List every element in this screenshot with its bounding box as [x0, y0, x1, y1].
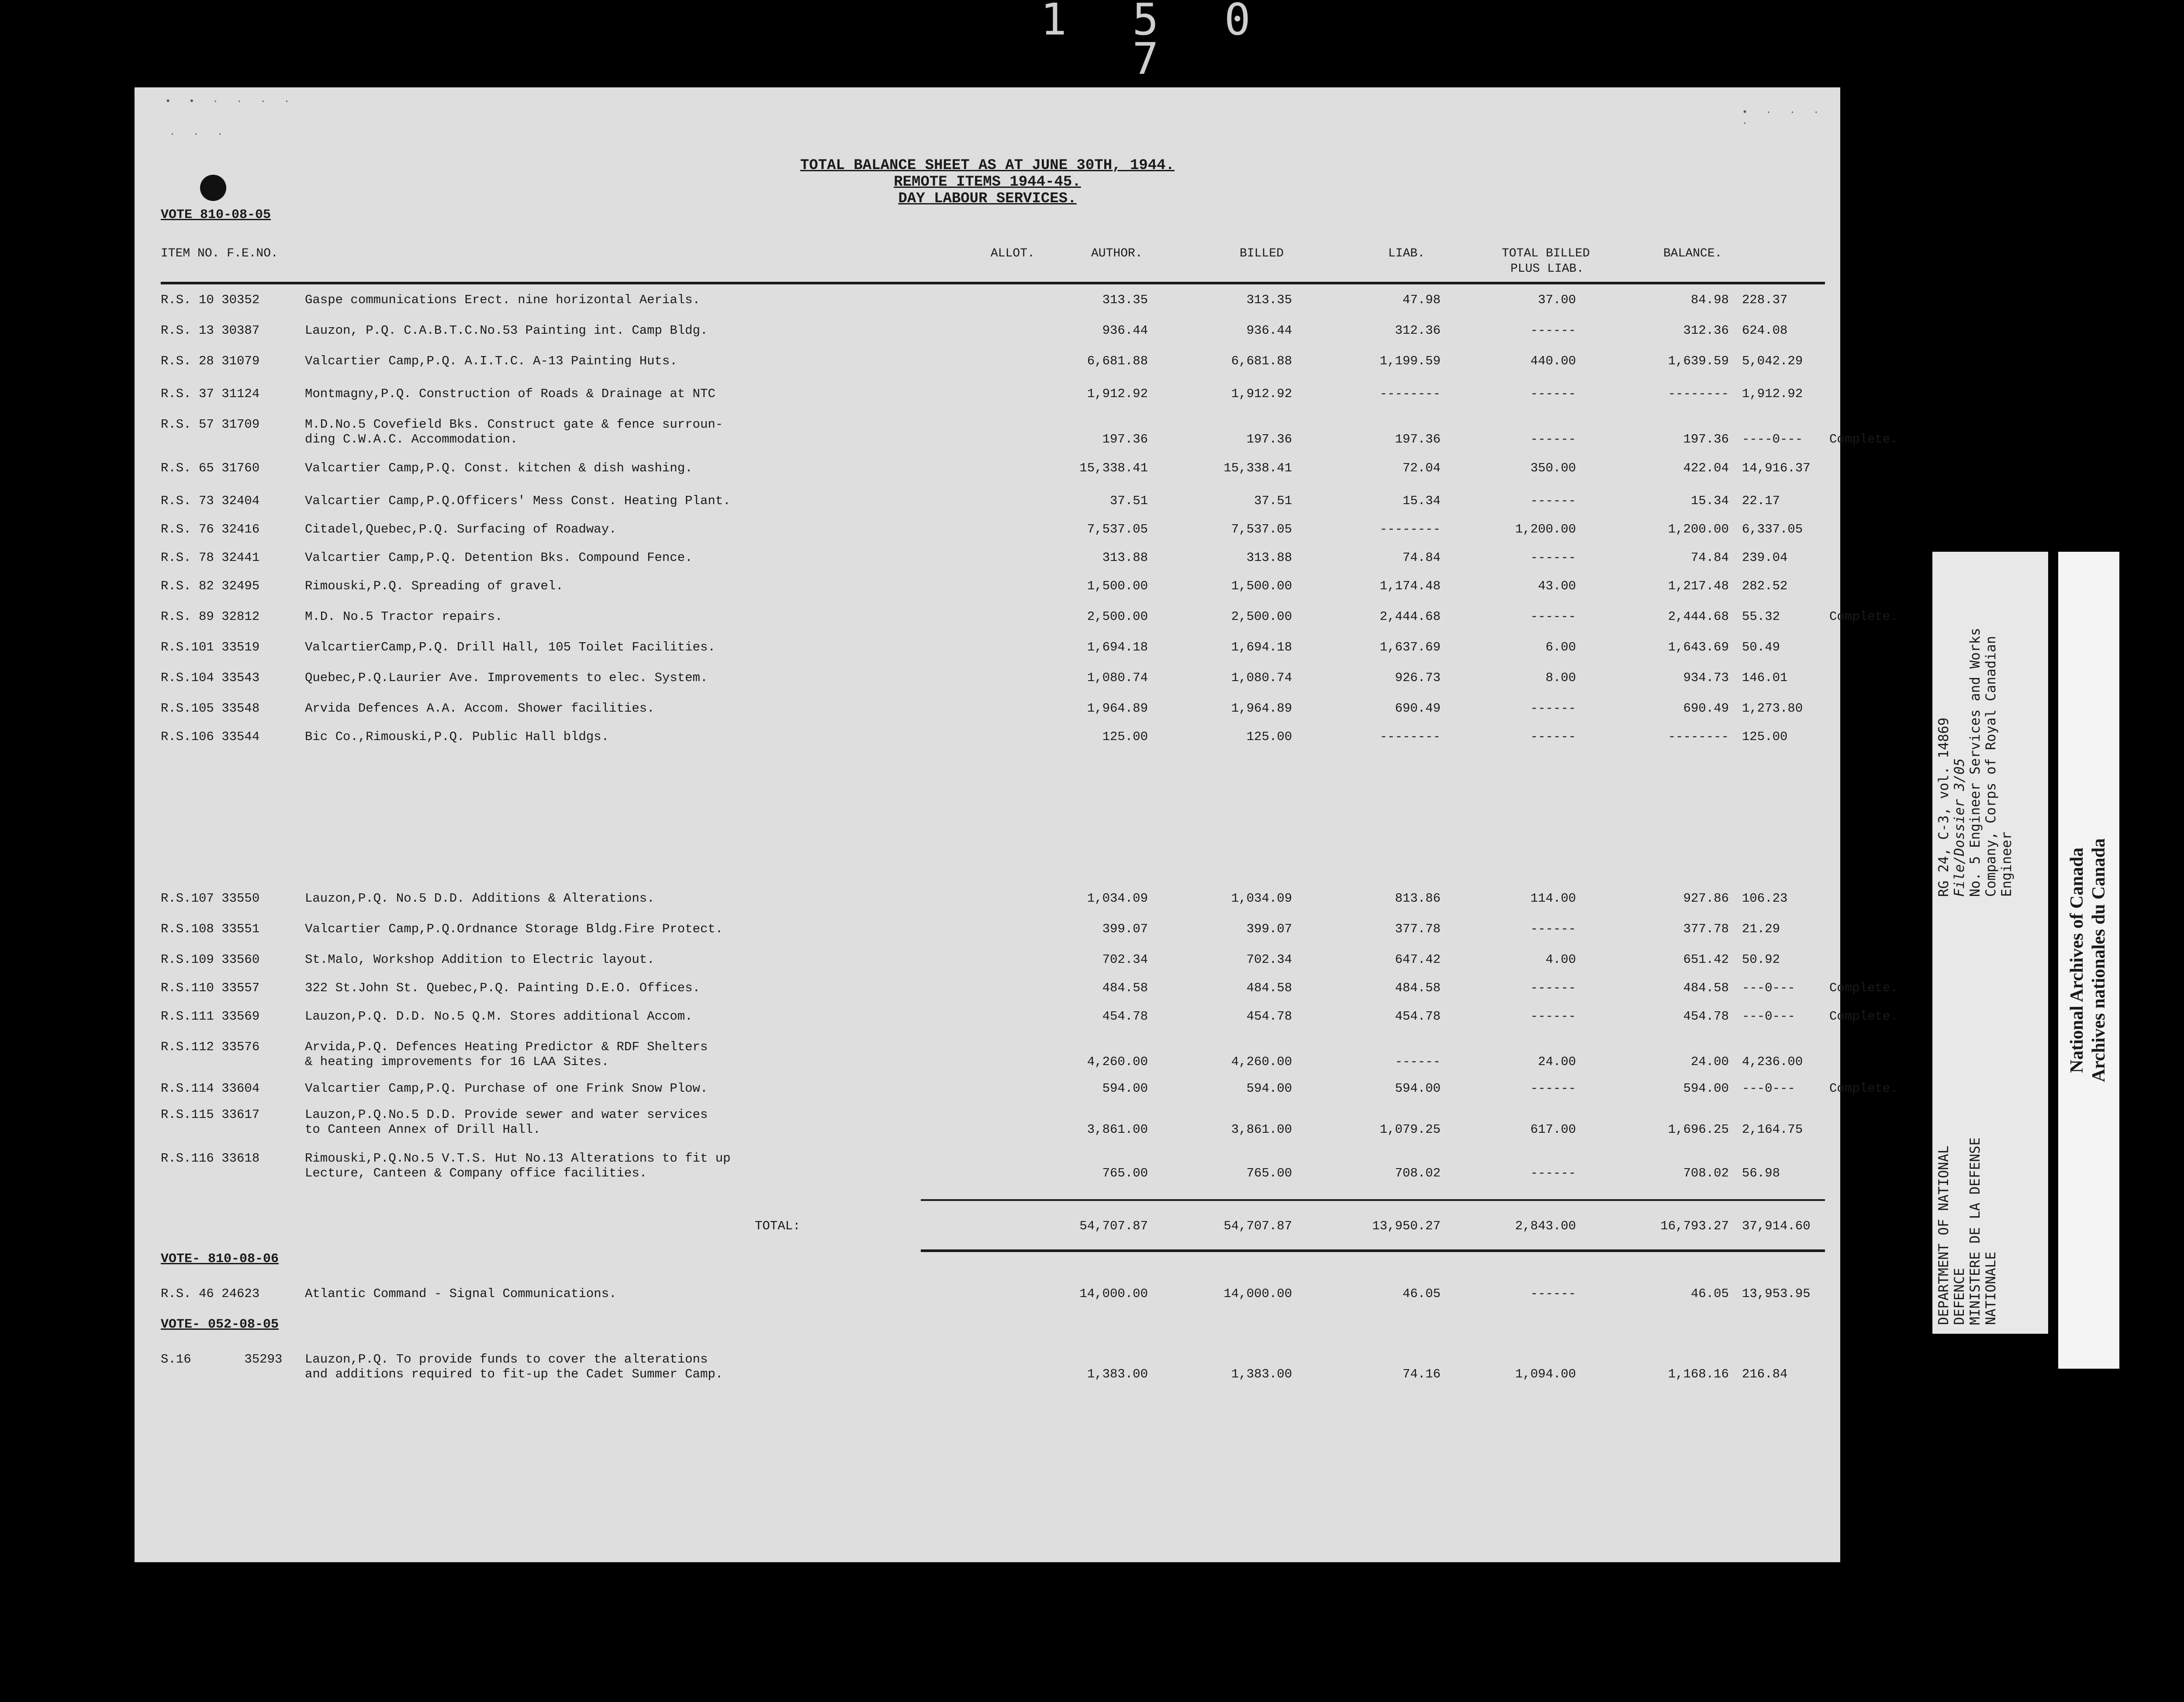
row-allot: 1,694.18: [1087, 640, 1148, 654]
row-description: Arvida Defences A.A. Accom. Shower facilities.: [305, 701, 655, 716]
row-allot: 6,681.88: [1087, 354, 1148, 368]
row-billed: 1,079.25: [1379, 1122, 1441, 1137]
row-item: S.16 35293: [161, 1352, 283, 1366]
row-description: Lauzon,P.Q.No.5 D.D. Provide sewer and water services to Canteen Annex of Drill Hall.: [305, 1107, 708, 1137]
row-description: Rimouski,P.Q. Spreading of gravel.: [305, 579, 563, 593]
row-billed: 312.36: [1395, 323, 1441, 338]
total-balance: 37,914.60: [1742, 1219, 1811, 1233]
row-auth: 1,034.09: [1231, 891, 1292, 906]
vote-heading-3: VOTE- 052-08-05: [161, 1317, 279, 1332]
row-auth: 1,694.18: [1231, 640, 1292, 654]
row-auth: 6,681.88: [1231, 354, 1292, 368]
row-balance: 50.49: [1742, 640, 1780, 654]
label-ref-2: File/Dossier 3/05: [1952, 758, 1967, 897]
row-liab: 350.00: [1530, 461, 1576, 475]
row-item: R.S.115 33617: [161, 1107, 260, 1122]
row-allot: 125.00: [1102, 730, 1148, 744]
label-ref-4: Company, Corps of Royal Canadian: [1983, 636, 1999, 897]
row-total: 1,643.69: [1668, 640, 1729, 654]
row-total: 422.04: [1683, 461, 1729, 475]
row-liab: ------: [1530, 550, 1576, 565]
row-note: Complete.: [1829, 1009, 1898, 1024]
row-balance: 228.37: [1742, 293, 1788, 307]
row-liab: 8.00: [1545, 671, 1576, 685]
row-allot: 313.35: [1102, 293, 1148, 307]
row-description: St.Malo, Workshop Addition to Electric layout.: [305, 952, 655, 967]
row-description: Arvida,P.Q. Defences Heating Predictor & RDF Shelters & heating improvements for 16 LAA Sites.: [305, 1040, 708, 1069]
row-item: R.S.107 33550: [161, 891, 260, 906]
row-balance: 4,236.00: [1742, 1055, 1803, 1069]
row-total: 312.36: [1683, 323, 1729, 338]
label-ref-1: RG 24, C-3, vol. 14869: [1936, 717, 1952, 897]
row-allot: 3,861.00: [1087, 1122, 1148, 1137]
row-total: 454.78: [1683, 1009, 1729, 1024]
row-item: R.S.109 33560: [161, 952, 260, 967]
row-description: Valcartier Camp,P.Q. A.I.T.C. A-13 Painting Huts.: [305, 354, 677, 368]
row-billed: 377.78: [1395, 922, 1441, 936]
row-balance: ----0---: [1742, 432, 1803, 446]
row-total: 1,639.59: [1668, 354, 1729, 368]
row-billed: 74.84: [1402, 550, 1441, 565]
row-allot: 14,000.00: [1079, 1287, 1148, 1301]
row-description: Valcartier Camp,P.Q. Purchase of one Frink Snow Plow.: [305, 1081, 708, 1096]
row-note: Complete.: [1829, 1081, 1898, 1096]
totals-rule: [921, 1249, 1825, 1252]
row-allot: 1,383.00: [1087, 1367, 1148, 1381]
row-liab: ------: [1530, 432, 1576, 446]
label-line-4: NATIONALE: [1983, 1252, 1999, 1325]
row-allot: 454.78: [1102, 1009, 1148, 1024]
row-auth: 4,260.00: [1231, 1055, 1292, 1069]
row-balance: 282.52: [1742, 579, 1788, 593]
row-allot: 197.36: [1102, 432, 1148, 446]
row-total: 2,444.68: [1668, 609, 1729, 624]
row-auth: 37.51: [1254, 494, 1292, 508]
row-billed: 74.16: [1402, 1367, 1441, 1381]
row-allot: 313.88: [1102, 550, 1148, 565]
row-auth: 1,964.89: [1231, 701, 1292, 716]
row-total: 651.42: [1683, 952, 1729, 967]
label-line-3: MINISTERE DE LA DEFENSE: [1967, 1137, 1983, 1325]
row-auth: 125.00: [1246, 730, 1292, 744]
row-item: R.S.104 33543: [161, 671, 260, 685]
row-allot: 1,964.89: [1087, 701, 1148, 716]
row-item: R.S. 10 30352: [161, 293, 260, 307]
row-balance: 1,273.80: [1742, 701, 1803, 716]
row-balance: 146.01: [1742, 671, 1788, 685]
row-item: R.S.116 33618: [161, 1151, 260, 1166]
row-total: 690.49: [1683, 701, 1729, 716]
row-description: Gaspe communications Erect. nine horizontal Aerials.: [305, 293, 700, 307]
row-auth: 594.00: [1246, 1081, 1292, 1096]
row-balance: 106.23: [1742, 891, 1788, 906]
row-auth: 454.78: [1246, 1009, 1292, 1024]
document-title-line-3: DAY LABOUR SERVICES.: [898, 190, 1077, 207]
row-allot: 399.07: [1102, 922, 1148, 936]
row-note: Complete.: [1829, 981, 1898, 995]
row-auth: 1,500.00: [1231, 579, 1292, 593]
row-liab: 43.00: [1538, 579, 1576, 593]
row-description: Lauzon,P.Q. D.D. No.5 Q.M. Stores additional Accom.: [305, 1009, 693, 1024]
vote-heading-1: VOTE 810-08-05: [161, 208, 271, 222]
row-liab: ------: [1530, 494, 1576, 508]
row-auth: 1,080.74: [1231, 671, 1292, 685]
header-total-billed: TOTAL BILLED: [1502, 247, 1590, 260]
row-item: R.S. 89 32812: [161, 609, 260, 624]
row-billed: 2,444.68: [1379, 609, 1441, 624]
row-total: 484.58: [1683, 981, 1729, 995]
row-description: Lauzon,P.Q. No.5 D.D. Additions & Alterations.: [305, 891, 655, 906]
row-description: Lauzon, P.Q. C.A.B.T.C.No.53 Painting int. Camp Bldg.: [305, 323, 708, 338]
row-allot: 1,034.09: [1087, 891, 1148, 906]
header-item: ITEM NO. F.E.NO.: [161, 247, 278, 260]
row-item: R.S. 82 32495: [161, 579, 260, 593]
row-balance: 21.29: [1742, 922, 1780, 936]
row-liab: ------: [1530, 922, 1576, 936]
row-description: Citadel,Quebec,P.Q. Surfacing of Roadway.: [305, 522, 617, 536]
row-auth: 15,338.41: [1223, 461, 1292, 475]
row-balance: 216.84: [1742, 1367, 1788, 1381]
row-allot: 1,500.00: [1087, 579, 1148, 593]
row-item: R.S.108 33551: [161, 922, 260, 936]
row-auth: 936.44: [1246, 323, 1292, 338]
row-billed: 594.00: [1395, 1081, 1441, 1096]
row-billed: --------: [1379, 730, 1441, 744]
row-total: 1,217.48: [1668, 579, 1729, 593]
row-note: Complete.: [1829, 432, 1898, 446]
row-balance: 50.92: [1742, 952, 1780, 967]
row-total: 1,200.00: [1668, 522, 1729, 536]
row-allot: 765.00: [1102, 1166, 1148, 1180]
row-liab: 24.00: [1538, 1055, 1576, 1069]
row-auth: 7,537.05: [1231, 522, 1292, 536]
row-note: Complete.: [1829, 609, 1898, 624]
row-balance: 5,042.29: [1742, 354, 1803, 368]
row-liab: 4.00: [1545, 952, 1576, 967]
total-billed: 13,950.27: [1372, 1219, 1441, 1233]
header-liab: LIAB.: [1388, 247, 1425, 260]
row-item: R.S. 37 31124: [161, 387, 260, 401]
row-liab: ------: [1530, 609, 1576, 624]
header-balance: BALANCE.: [1663, 247, 1722, 260]
row-description: ValcartierCamp,P.Q. Drill Hall, 105 Toilet Facilities.: [305, 640, 715, 654]
row-total: --------: [1668, 387, 1729, 401]
row-balance: 624.08: [1742, 323, 1788, 338]
row-billed: 1,174.48: [1379, 579, 1441, 593]
row-liab: ------: [1530, 1166, 1576, 1180]
row-item: R.S. 28 31079: [161, 354, 260, 368]
row-billed: --------: [1379, 387, 1441, 401]
row-billed: 197.36: [1395, 432, 1441, 446]
label-ref-5: Engineer: [1999, 831, 2015, 897]
row-liab: 1,094.00: [1515, 1367, 1576, 1381]
row-auth: 14,000.00: [1223, 1287, 1292, 1301]
row-billed: 1,637.69: [1379, 640, 1441, 654]
row-total: 74.84: [1690, 550, 1729, 565]
header-auth: AUTHOR.: [1091, 247, 1143, 260]
row-billed: 72.04: [1402, 461, 1441, 475]
row-item: R.S.101 33519: [161, 640, 260, 654]
row-billed: 1,199.59: [1379, 354, 1441, 368]
row-total: 24.00: [1690, 1055, 1729, 1069]
row-allot: 594.00: [1102, 1081, 1148, 1096]
row-billed: 484.58: [1395, 981, 1441, 995]
row-billed: 708.02: [1395, 1166, 1441, 1180]
row-liab: 37.00: [1538, 293, 1576, 307]
row-item: R.S. 57 31709: [161, 417, 260, 432]
total-label: TOTAL:: [755, 1219, 801, 1233]
frame-number: 1 5 0 7: [1040, 0, 1271, 84]
row-description: Lauzon,P.Q. To provide funds to cover the alterations and additions required to fit-up the Cadet Summer Camp.: [305, 1352, 723, 1381]
row-total: 594.00: [1683, 1081, 1729, 1096]
row-description: Atlantic Command - Signal Communications.: [305, 1287, 617, 1301]
row-liab: 617.00: [1530, 1122, 1576, 1137]
header-rule: [161, 282, 1825, 284]
row-billed: 454.78: [1395, 1009, 1441, 1024]
row-billed: 46.05: [1402, 1287, 1441, 1301]
row-billed: --------: [1379, 522, 1441, 536]
row-auth: 399.07: [1246, 922, 1292, 936]
label-line-2: DEFENCE: [1952, 1268, 1967, 1325]
row-item: R.S.114 33604: [161, 1081, 260, 1096]
row-auth: 702.34: [1246, 952, 1292, 967]
row-item: R.S.112 33576: [161, 1040, 260, 1054]
row-allot: 1,080.74: [1087, 671, 1148, 685]
row-item: R.S.106 33544: [161, 730, 260, 744]
row-billed: 647.42: [1395, 952, 1441, 967]
total-total: 16,793.27: [1660, 1219, 1729, 1233]
row-allot: 936.44: [1102, 323, 1148, 338]
row-total: 1,168.16: [1668, 1367, 1729, 1381]
row-liab: ------: [1530, 730, 1576, 744]
document-title-line-1: TOTAL BALANCE SHEET AS AT JUNE 30TH, 1944.: [800, 157, 1175, 174]
header-plus-liab: PLUS LIAB.: [1510, 262, 1584, 276]
subtotal-rule: [921, 1199, 1825, 1201]
row-description: 322 St.John St. Quebec,P.Q. Painting D.E.O. Offices.: [305, 981, 700, 995]
row-liab: ------: [1530, 387, 1576, 401]
row-liab: ------: [1530, 1081, 1576, 1096]
row-auth: 3,861.00: [1231, 1122, 1292, 1137]
row-billed: 15.34: [1402, 494, 1441, 508]
row-total: 377.78: [1683, 922, 1729, 936]
row-liab: ------: [1530, 1009, 1576, 1024]
row-liab: 1,200.00: [1515, 522, 1576, 536]
row-item: R.S.110 33557: [161, 981, 260, 995]
row-balance: 6,337.05: [1742, 522, 1803, 536]
row-allot: 37.51: [1109, 494, 1148, 508]
row-total: --------: [1668, 730, 1729, 744]
row-billed: ------: [1395, 1055, 1441, 1069]
row-balance: ---0---: [1742, 1081, 1795, 1096]
row-description: Rimouski,P.Q.No.5 V.T.S. Hut No.13 Alterations to fit up Lecture, Canteen & Company office facilities.: [305, 1151, 731, 1180]
row-balance: 1,912.92: [1742, 387, 1803, 401]
row-auth: 313.88: [1246, 550, 1292, 565]
row-balance: 22.17: [1742, 494, 1780, 508]
row-item: R.S. 13 30387: [161, 323, 260, 338]
row-balance: 14,916.37: [1742, 461, 1811, 475]
row-item: R.S. 76 32416: [161, 522, 260, 536]
row-balance: 55.32: [1742, 609, 1780, 624]
row-description: Valcartier Camp,P.Q.Ordnance Storage Bldg.Fire Protect.: [305, 922, 723, 936]
row-description: Montmagny,P.Q. Construction of Roads & Drainage at NTC: [305, 387, 715, 401]
row-liab: 440.00: [1530, 354, 1576, 368]
row-billed: 813.86: [1395, 891, 1441, 906]
row-auth: 484.58: [1246, 981, 1292, 995]
row-allot: 2,500.00: [1087, 609, 1148, 624]
national-archives-stamp: [2058, 552, 2119, 1369]
row-auth: 765.00: [1246, 1166, 1292, 1180]
row-liab: 6.00: [1545, 640, 1576, 654]
row-liab: 114.00: [1530, 891, 1576, 906]
row-billed: 690.49: [1395, 701, 1441, 716]
label-ref-3: No. 5 Engineer Services and Works: [1967, 628, 1983, 897]
nac-french: Archives nationales du Canada: [2089, 838, 2109, 1083]
row-total: 1,696.25: [1668, 1122, 1729, 1137]
row-liab: ------: [1530, 323, 1576, 338]
row-billed: 47.98: [1402, 293, 1441, 307]
row-balance: 239.04: [1742, 550, 1788, 565]
row-description: Quebec,P.Q.Laurier Ave. Improvements to elec. System.: [305, 671, 708, 685]
row-item: R.S.105 33548: [161, 701, 260, 716]
total-allot: 54,707.87: [1079, 1219, 1148, 1233]
row-item: R.S. 65 31760: [161, 461, 260, 475]
row-liab: ------: [1530, 1287, 1576, 1301]
vote-heading-2: VOTE- 810-08-06: [161, 1252, 279, 1266]
row-auth: 2,500.00: [1231, 609, 1292, 624]
row-total: 927.86: [1683, 891, 1729, 906]
margin-specks: • · · · ·: [1742, 107, 1825, 129]
header-billed: BILLED: [1240, 247, 1284, 260]
row-item: R.S. 46 24623: [161, 1287, 260, 1301]
row-allot: 15,338.41: [1079, 461, 1148, 475]
margin-specks: · · ·: [169, 129, 229, 140]
row-description: Valcartier Camp,P.Q.Officers' Mess Const. Heating Plant.: [305, 494, 731, 508]
row-balance: 13,953.95: [1742, 1287, 1811, 1301]
row-balance: ---0---: [1742, 1009, 1795, 1024]
row-liab: ------: [1530, 701, 1576, 716]
row-allot: 4,260.00: [1087, 1055, 1148, 1069]
total-auth: 54,707.87: [1223, 1219, 1292, 1233]
row-total: 197.36: [1683, 432, 1729, 446]
label-line-1: DEPARTMENT OF NATIONAL: [1936, 1145, 1952, 1325]
header-allot: ALLOT.: [991, 247, 1035, 260]
total-liab: 2,843.00: [1515, 1219, 1576, 1233]
row-allot: 484.58: [1102, 981, 1148, 995]
row-item: R.S.111 33569: [161, 1009, 260, 1024]
document-title-line-2: REMOTE ITEMS 1944-45.: [894, 174, 1081, 190]
row-auth: 1,912.92: [1231, 387, 1292, 401]
row-balance: 2,164.75: [1742, 1122, 1803, 1137]
row-description: Bic Co.,Rimouski,P.Q. Public Hall bldgs.: [305, 730, 609, 744]
row-balance: 125.00: [1742, 730, 1788, 744]
row-description: Valcartier Camp,P.Q. Detention Bks. Compound Fence.: [305, 550, 693, 565]
row-item: R.S. 73 32404: [161, 494, 260, 508]
row-liab: ------: [1530, 981, 1576, 995]
row-description: M.D.No.5 Covefield Bks. Construct gate & fence surroun- ding C.W.A.C. Accommodation.: [305, 417, 723, 446]
row-item: R.S. 78 32441: [161, 550, 260, 565]
row-description: M.D. No.5 Tractor repairs.: [305, 609, 503, 624]
row-total: 84.98: [1690, 293, 1729, 307]
row-billed: 926.73: [1395, 671, 1441, 685]
row-total: 15.34: [1690, 494, 1729, 508]
row-allot: 7,537.05: [1087, 522, 1148, 536]
document-page: [135, 87, 1898, 1562]
row-allot: 702.34: [1102, 952, 1148, 967]
row-balance: ---0---: [1742, 981, 1795, 995]
nac-english: National Archives of Canada: [2067, 847, 2087, 1073]
row-auth: 313.35: [1246, 293, 1292, 307]
row-balance: 56.98: [1742, 1166, 1780, 1180]
row-description: Valcartier Camp,P.Q. Const. kitchen & dish washing.: [305, 461, 693, 475]
row-auth: 197.36: [1246, 432, 1292, 446]
row-allot: 1,912.92: [1087, 387, 1148, 401]
row-total: 708.02: [1683, 1166, 1729, 1180]
margin-specks: • • · · · ·: [165, 96, 296, 107]
row-total: 46.05: [1690, 1287, 1729, 1301]
row-total: 934.73: [1683, 671, 1729, 685]
row-auth: 1,383.00: [1231, 1367, 1292, 1381]
archive-reference-label: [1932, 552, 2048, 1334]
